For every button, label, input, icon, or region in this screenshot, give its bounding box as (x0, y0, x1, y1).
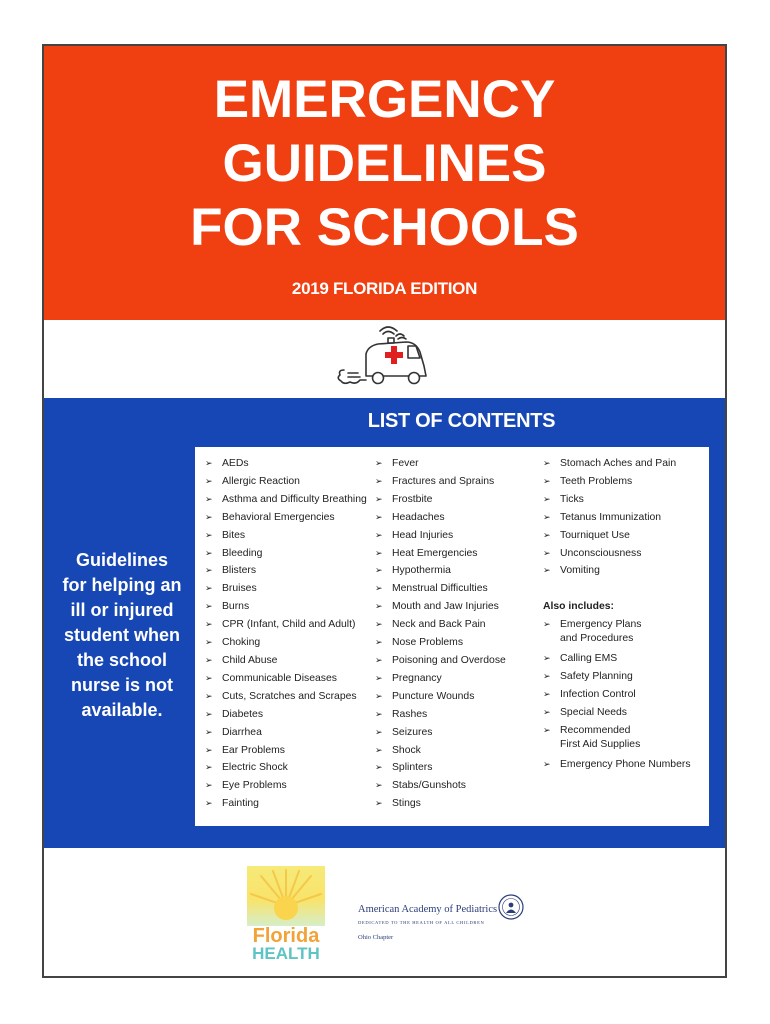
list-item (205, 616, 375, 634)
list-item (375, 634, 535, 652)
list-item (205, 795, 375, 813)
list-item (375, 509, 535, 527)
illustration-band (44, 320, 725, 398)
arrow-bullet-icon: ➢ (205, 690, 213, 701)
arrow-bullet-icon: ➢ (375, 654, 383, 665)
list-item-label: AEDs (222, 458, 249, 469)
list-item (375, 742, 535, 760)
list-item (543, 491, 703, 509)
list-item-label: Choking (222, 637, 261, 649)
title-line: FOR SCHOOLS (190, 198, 579, 257)
list-item-label-continued: First Aid Supplies (560, 738, 641, 750)
list-item (543, 562, 703, 580)
list-item (543, 668, 703, 686)
list-item (375, 562, 535, 580)
arrow-bullet-icon: ➢ (375, 744, 383, 755)
arrow-bullet-icon: ➢ (205, 493, 213, 504)
list-item (205, 455, 375, 473)
arrow-bullet-icon: ➢ (543, 619, 551, 630)
list-item-label: Rashes (392, 708, 428, 720)
list-item-label: Tourniquet Use (560, 529, 630, 541)
arrow-bullet-icon: ➢ (543, 706, 551, 717)
arrow-bullet-icon: ➢ (375, 601, 383, 612)
list-item-label: Electric Shock (222, 762, 288, 774)
arrow-bullet-icon: ➢ (543, 671, 551, 682)
list-item-label: Stomach Aches and Pain (560, 458, 677, 469)
list-item (205, 759, 375, 777)
arrow-bullet-icon: ➢ (375, 493, 383, 504)
list-item (205, 473, 375, 491)
tagline-line: student when (64, 625, 180, 645)
list-item-label-continued: and Procedures (560, 633, 634, 645)
list-item (375, 759, 535, 777)
list-item-label: Pregnancy (392, 672, 442, 684)
list-item (543, 473, 703, 491)
list-item-label: Poisoning and Overdose (392, 654, 506, 666)
list-item (543, 509, 703, 527)
list-item (205, 509, 375, 527)
list-item (205, 706, 375, 724)
contents-column-3 (543, 455, 703, 774)
list-item (543, 724, 703, 752)
list-item (543, 650, 703, 668)
list-item (205, 580, 375, 598)
aap-logo (358, 894, 528, 944)
contents-heading: LIST OF CONTENTS (367, 410, 556, 432)
list-item-label: Tetanus Immunization (560, 511, 662, 523)
list-item (375, 527, 535, 545)
list-item-label: Puncture Wounds (392, 690, 475, 702)
list-item (375, 598, 535, 616)
list-item-label: Unconsciousness (560, 547, 642, 559)
contents-list-box (195, 447, 709, 826)
list-item-label: Seizures (392, 726, 433, 738)
title-banner (44, 46, 725, 320)
florida-logo-text: Florida (252, 925, 320, 947)
arrow-bullet-icon: ➢ (205, 672, 213, 683)
arrow-bullet-icon: ➢ (375, 672, 383, 683)
list-item-label: Emergency Plans (560, 619, 642, 631)
arrow-bullet-icon: ➢ (375, 780, 383, 791)
list-item-label: Headaches (392, 511, 445, 523)
contents-section (44, 398, 725, 848)
list-item (205, 562, 375, 580)
list-item-label: Diabetes (222, 708, 264, 720)
list-item-label: Cuts, Scratches and Scrapes (222, 690, 357, 702)
list-item-label: Menstrual Difficulties (392, 583, 488, 595)
tagline-line: for helping an (62, 575, 182, 595)
tagline-line: Guidelines (75, 550, 169, 570)
list-item-label: Calling EMS (560, 653, 618, 665)
list-item-label: Allergic Reaction (222, 475, 300, 487)
list-item (375, 491, 535, 509)
aap-name: American Academy of Pediatrics (358, 904, 498, 915)
arrow-bullet-icon: ➢ (543, 565, 551, 576)
arrow-bullet-icon: ➢ (375, 690, 383, 701)
list-item-label: Child Abuse (222, 654, 278, 666)
list-item-label: Splinters (392, 762, 433, 774)
tagline (54, 548, 190, 723)
arrow-bullet-icon: ➢ (205, 601, 213, 612)
arrow-bullet-icon: ➢ (205, 529, 213, 540)
arrow-bullet-icon: ➢ (375, 565, 383, 576)
list-item-label: Bleeding (222, 547, 263, 559)
list-item (543, 704, 703, 722)
arrow-bullet-icon: ➢ (375, 458, 383, 468)
arrow-bullet-icon: ➢ (375, 547, 383, 558)
arrow-bullet-icon: ➢ (543, 475, 551, 486)
edition-label: 2019 FLORIDA EDITION (291, 279, 478, 298)
arrow-bullet-icon: ➢ (205, 637, 213, 648)
florida-health-logo (247, 866, 325, 961)
list-item-label: Stings (392, 798, 421, 810)
arrow-bullet-icon: ➢ (205, 654, 213, 665)
arrow-bullet-icon: ➢ (375, 583, 383, 594)
arrow-bullet-icon: ➢ (543, 529, 551, 540)
list-item (375, 545, 535, 563)
arrow-bullet-icon: ➢ (543, 493, 551, 504)
list-item (375, 724, 535, 742)
arrow-bullet-icon: ➢ (205, 798, 213, 809)
list-item (543, 618, 703, 646)
list-item (205, 777, 375, 795)
list-item-label: Hypothermia (392, 565, 451, 577)
arrow-bullet-icon: ➢ (205, 708, 213, 719)
list-item-label: Safety Planning (560, 671, 633, 683)
list-item (543, 545, 703, 563)
list-item-label: Asthma and Difficulty Breathing (222, 493, 367, 505)
list-item-label: Burns (222, 601, 250, 613)
list-item-label: Shock (392, 744, 421, 756)
aap-tagline: DEDICATED TO THE HEALTH OF ALL CHILDREN (358, 920, 485, 925)
list-item-label: Blisters (222, 565, 257, 577)
list-item (375, 473, 535, 491)
list-item-label: Recommended (560, 724, 631, 736)
list-item (375, 580, 535, 598)
list-item-label: Mouth and Jaw Injuries (392, 601, 499, 613)
arrow-bullet-icon: ➢ (375, 798, 383, 809)
list-item (375, 652, 535, 670)
contents-column-2 (375, 455, 535, 813)
list-item-label: Frostbite (392, 493, 433, 505)
arrow-bullet-icon: ➢ (543, 689, 551, 700)
aap-chapter: Ohio Chapter (358, 934, 394, 941)
list-item (543, 455, 703, 473)
arrow-bullet-icon: ➢ (205, 744, 213, 755)
list-item (205, 545, 375, 563)
title-line: GUIDELINES (222, 134, 547, 193)
list-item-label: Bruises (222, 583, 257, 595)
list-item-label: Vomiting (560, 565, 600, 577)
list-item (375, 670, 535, 688)
arrow-bullet-icon: ➢ (375, 762, 383, 773)
arrow-bullet-icon: ➢ (205, 565, 213, 576)
also-includes-heading: Also includes: (543, 601, 615, 613)
list-item (205, 652, 375, 670)
arrow-bullet-icon: ➢ (543, 758, 551, 769)
list-item (375, 688, 535, 706)
list-item-label: CPR (Infant, Child and Adult) (222, 619, 356, 631)
arrow-bullet-icon: ➢ (543, 653, 551, 664)
title-line: EMERGENCY (213, 70, 556, 129)
arrow-bullet-icon: ➢ (205, 583, 213, 594)
list-item-label: Stabs/Gunshots (392, 780, 466, 792)
document-page (42, 44, 727, 978)
list-item (205, 688, 375, 706)
list-item-label: Infection Control (560, 689, 636, 701)
tagline-line: the school (76, 650, 167, 670)
list-item-label: Bites (222, 529, 246, 541)
arrow-bullet-icon: ➢ (205, 762, 213, 773)
list-item (543, 756, 703, 774)
list-item (205, 670, 375, 688)
ambulance-icon (336, 326, 436, 392)
list-item-label: Diarrhea (222, 726, 262, 738)
list-item (375, 795, 535, 813)
arrow-bullet-icon: ➢ (205, 475, 213, 486)
arrow-bullet-icon: ➢ (205, 619, 213, 630)
list-item-label: Neck and Back Pain (392, 619, 486, 631)
document-title (44, 68, 725, 260)
aap-seal-icon (498, 894, 524, 920)
arrow-bullet-icon: ➢ (375, 475, 383, 486)
arrow-bullet-icon: ➢ (375, 726, 383, 737)
list-item-label: Teeth Problems (560, 475, 633, 487)
list-item-label: Emergency Phone Numbers (560, 758, 691, 770)
list-item-label: Special Needs (560, 706, 628, 718)
arrow-bullet-icon: ➢ (375, 529, 383, 540)
arrow-bullet-icon: ➢ (205, 458, 213, 468)
list-item (205, 634, 375, 652)
arrow-bullet-icon: ➢ (375, 637, 383, 648)
arrow-bullet-icon: ➢ (543, 724, 551, 735)
arrow-bullet-icon: ➢ (375, 708, 383, 719)
tagline-line: available. (81, 700, 163, 720)
list-item (543, 527, 703, 545)
tagline-line: nurse is not (70, 675, 173, 695)
list-item-label: Heat Emergencies (392, 547, 478, 559)
list-item (375, 777, 535, 795)
arrow-bullet-icon: ➢ (205, 547, 213, 558)
health-logo-text: HEALTH (252, 944, 320, 961)
arrow-bullet-icon: ➢ (375, 511, 383, 522)
list-item (205, 742, 375, 760)
list-item-label: Behavioral Emergencies (222, 511, 335, 523)
list-item-label: Fainting (222, 798, 259, 810)
list-item-label: Communicable Diseases (222, 672, 337, 684)
list-item-label: Head Injuries (392, 529, 454, 541)
list-item (205, 598, 375, 616)
list-item-label: Ear Problems (222, 744, 285, 756)
arrow-bullet-icon: ➢ (543, 458, 551, 468)
arrow-bullet-icon: ➢ (543, 547, 551, 558)
arrow-bullet-icon: ➢ (205, 726, 213, 737)
contents-column-1 (205, 455, 375, 813)
list-item (205, 491, 375, 509)
list-item (205, 527, 375, 545)
tagline-line: ill or injured (70, 600, 174, 620)
list-item-label: Ticks (560, 493, 584, 505)
list-item-label: Fever (392, 458, 419, 469)
list-item-label: Nose Problems (392, 637, 464, 649)
list-item (375, 616, 535, 634)
arrow-bullet-icon: ➢ (205, 511, 213, 522)
list-item (543, 686, 703, 704)
list-item (205, 724, 375, 742)
list-item-label: Eye Problems (222, 780, 287, 792)
list-item (375, 455, 535, 473)
list-item (375, 706, 535, 724)
list-item-label: Fractures and Sprains (392, 475, 495, 487)
arrow-bullet-icon: ➢ (543, 511, 551, 522)
arrow-bullet-icon: ➢ (375, 619, 383, 630)
logos-section (44, 848, 725, 978)
arrow-bullet-icon: ➢ (205, 780, 213, 791)
